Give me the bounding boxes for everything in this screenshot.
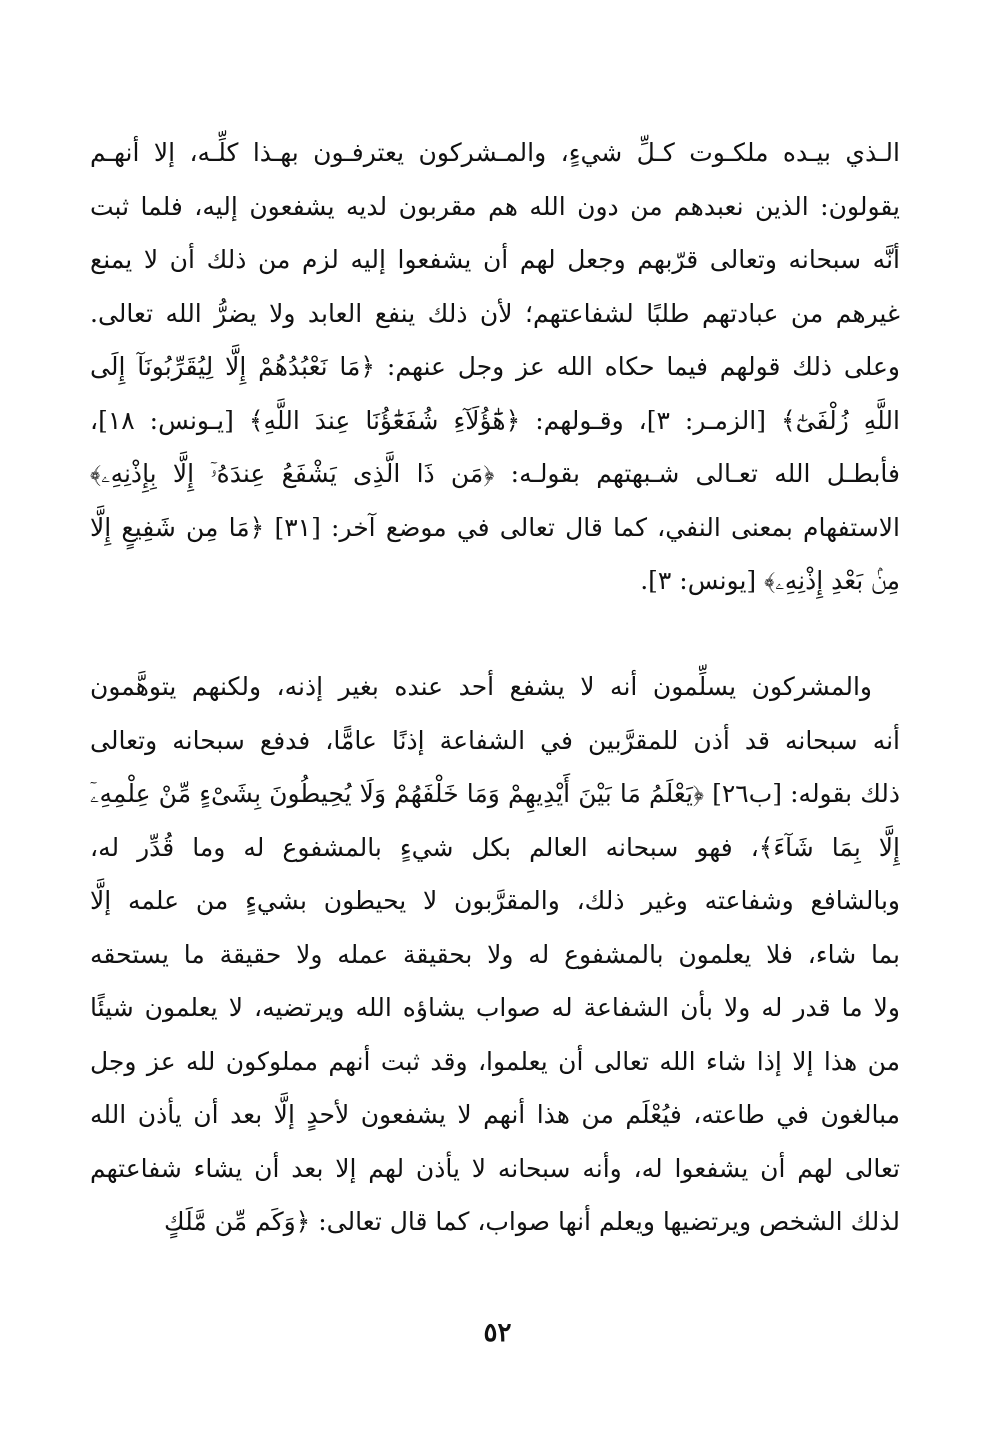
paragraph-line: ولا ما قدر له ولا بأن الشفاعة له صواب يشاؤه الله ويرتضيه، لا يعلمون شيئًا (90, 993, 900, 1022)
paragraph-line: فأبطـل الله تعـالى شـبهتهم بقولـه: ﴿مَن ذَا الَّذِى يَشْفَعُ عِندَهُۥٓ إِلَّا بِإِذْنِهِۦ﴾ (90, 459, 900, 488)
page-number: ٥٢ (483, 1318, 512, 1348)
paragraph-line: مِنۢ بَعْدِ إِذْنِهِۦ﴾ [يونس: ٣]. (640, 566, 900, 595)
paragraph-1 (90, 126, 900, 608)
paragraph-line: وعلى ذلك قولهم فيما حكاه الله عز وجل عنهم: ﴿مَا نَعْبُدُهُمْ إِلَّا لِيُقَرِّبُونَآ إِلَى (90, 352, 900, 381)
paragraph-line: الـذي بيـده ملكـوت كـلِّ شيءٍ، والمـشركون يعترفـون بهـذا كلِّـه، إلا أنهـم (90, 138, 900, 167)
paragraph-line: إِلَّا بِمَا شَآءَ﴾، فهو سبحانه العالم بكل شيءٍ بالمشفوع له وما قُدِّر له، (90, 832, 900, 862)
paragraph-line: أنَّه سبحانه وتعالى قرّبهم وجعل لهم أن يشفعوا إليه لزم من ذلك أن لا يمنع (90, 245, 900, 274)
paragraph-line: بما شاء، فلا يعلمون بالمشفوع له ولا بحقيقة عمله ولا حقيقة ما يستحقه (90, 939, 900, 969)
paragraph-line: لذلك الشخص ويرتضيها ويعلم أنها صواب، كما قال تعالى: ﴿وَكَم مِّن مَّلَكٍ (164, 1207, 900, 1236)
paragraph-line: أنه سبحانه قد أذن للمقرَّبين في الشفاعة إذنًا عامًّا، فدفع سبحانه وتعالى (90, 725, 900, 755)
paragraph-line: من هذا إلا إذا شاء الله تعالى أن يعلموا، وقد ثبت أنهم مملوكون لله عز وجل (90, 1046, 900, 1076)
paragraph-line: غيرهم من عبادتهم طلبًا لشفاعتهم؛ لأن ذلك ينفع العابد ولا يضرُّ الله تعالى. (90, 298, 900, 328)
paragraph-line: ذلك بقوله: [ب٢٦] ﴿يَعْلَمُ مَا بَيْنَ أَيْدِيهِمْ وَمَا خَلْفَهُمْ وَلَا يُحِيطُونَ بِشَىْءٍ مِّنْ عِلْمِهِۦٓ (90, 779, 900, 808)
paragraph-line: اللَّهِ زُلْفَىٰٓ﴾ [الزمـر: ٣]، وقـولهم: ﴿هَٰٓؤُلَآءِ شُفَعَٰٓؤُنَا عِندَ اللَّهِ﴾ [يـونس: ١٨]، (90, 405, 900, 435)
paragraph-line: يقولون: الذين نعبدهم من دون الله هم مقربون لديه يشفعون إليه، فلما ثبت (90, 191, 900, 221)
paragraph-line: وبالشافع وشفاعته وغير ذلك، والمقرَّبون لا يحيطون بشيءٍ من علمه إلَّا (90, 886, 900, 915)
paragraph-2 (90, 660, 900, 1249)
paragraph-line: والمشركون يسلِّمون أنه لا يشفع أحد عنده بغير إذنه، ولكنهم يتوهَّمون (90, 672, 872, 701)
paragraph-line: مبالغون في طاعته، فيُعْلَم من هذا أنهم لا يشفعون لأحدٍ إلَّا بعد أن يأذن الله (90, 1100, 900, 1129)
paragraph-line: تعالى لهم أن يشفعوا له، وأنه سبحانه لا يأذن لهم إلا بعد أن يشاء شفاعتهم (90, 1153, 900, 1183)
paragraph-line: الاستفهام بمعنى النفي، كما قال تعالى في موضع آخر: [٣١] ﴿مَا مِن شَفِيعٍ إِلَّا (90, 512, 900, 542)
